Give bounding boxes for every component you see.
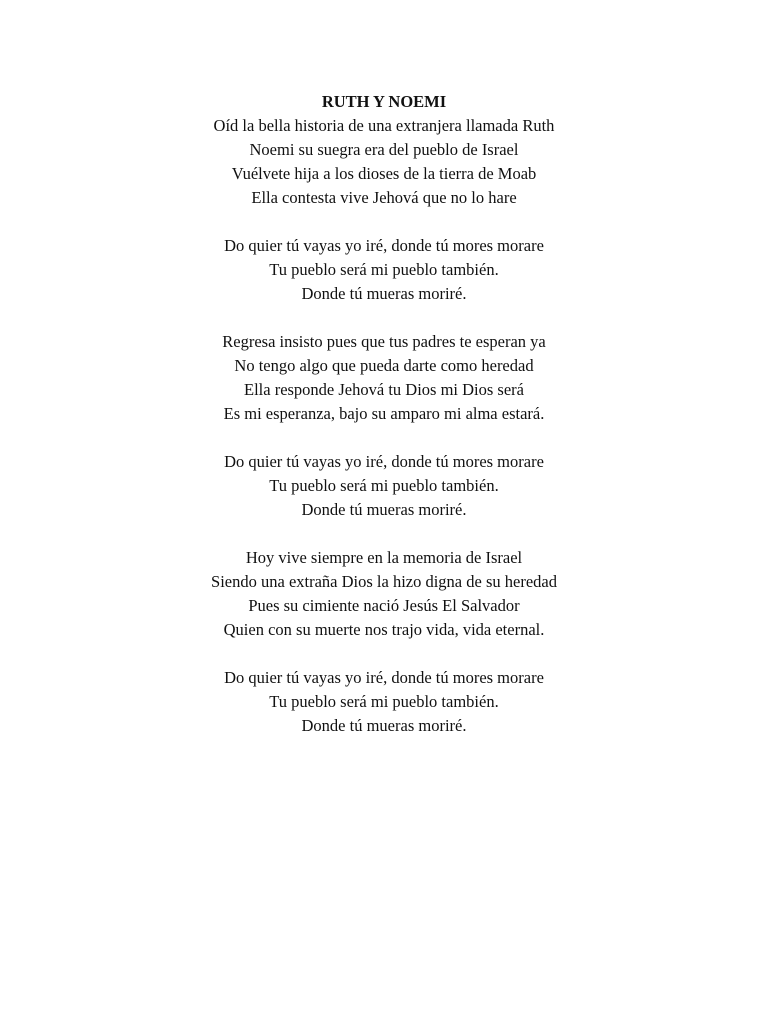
lyric-line: Donde tú mueras moriré.	[301, 284, 467, 303]
lyric-line: Oíd la bella historia de una extranjera llamada Ruth	[213, 116, 555, 135]
lyric-line: Noemi su suegra era del pueblo de Israel	[249, 140, 519, 159]
stanza-1	[0, 114, 768, 210]
lyric-line: No tengo algo que pueda darte como heredad	[234, 356, 534, 375]
chorus-2	[0, 450, 768, 522]
lyric-line: Ella responde Jehová tu Dios mi Dios será	[244, 380, 524, 399]
lyric-line: Hoy vive siempre en la memoria de Israel	[245, 548, 523, 567]
lyric-line: Quien con su muerte nos trajo vida, vida eternal.	[223, 620, 545, 639]
lyric-line: Tu pueblo será mi pueblo también.	[269, 476, 499, 495]
lyric-line: Pues su cimiente nació Jesús El Salvador	[248, 596, 520, 615]
lyric-line: Ella contesta vive Jehová que no lo hare	[251, 188, 517, 207]
stanza-3	[0, 546, 768, 642]
stanza-2	[0, 330, 768, 426]
lyric-line: Do quier tú vayas yo iré, donde tú mores morare	[224, 668, 544, 687]
lyric-line: Tu pueblo será mi pueblo también.	[269, 260, 499, 279]
chorus-1	[0, 234, 768, 306]
lyric-line: Es mi esperanza, bajo su amparo mi alma estará.	[223, 404, 545, 423]
lyric-line: Do quier tú vayas yo iré, donde tú mores morare	[224, 452, 544, 471]
lyric-line: Donde tú mueras moriré.	[301, 716, 467, 735]
lyric-line: Regresa insisto pues que tus padres te esperan ya	[222, 332, 546, 351]
lyric-line: Tu pueblo será mi pueblo también.	[269, 692, 499, 711]
chorus-3	[0, 666, 768, 738]
lyric-line: Vuélvete hija a los dioses de la tierra de Moab	[231, 164, 537, 183]
lyric-line: Siendo una extraña Dios la hizo digna de su heredad	[211, 572, 557, 591]
lyric-line: Do quier tú vayas yo iré, donde tú mores morare	[224, 236, 544, 255]
song-title: RUTH Y NOEMI	[321, 92, 447, 111]
song-page	[0, 90, 768, 762]
lyric-line: Donde tú mueras moriré.	[301, 500, 467, 519]
